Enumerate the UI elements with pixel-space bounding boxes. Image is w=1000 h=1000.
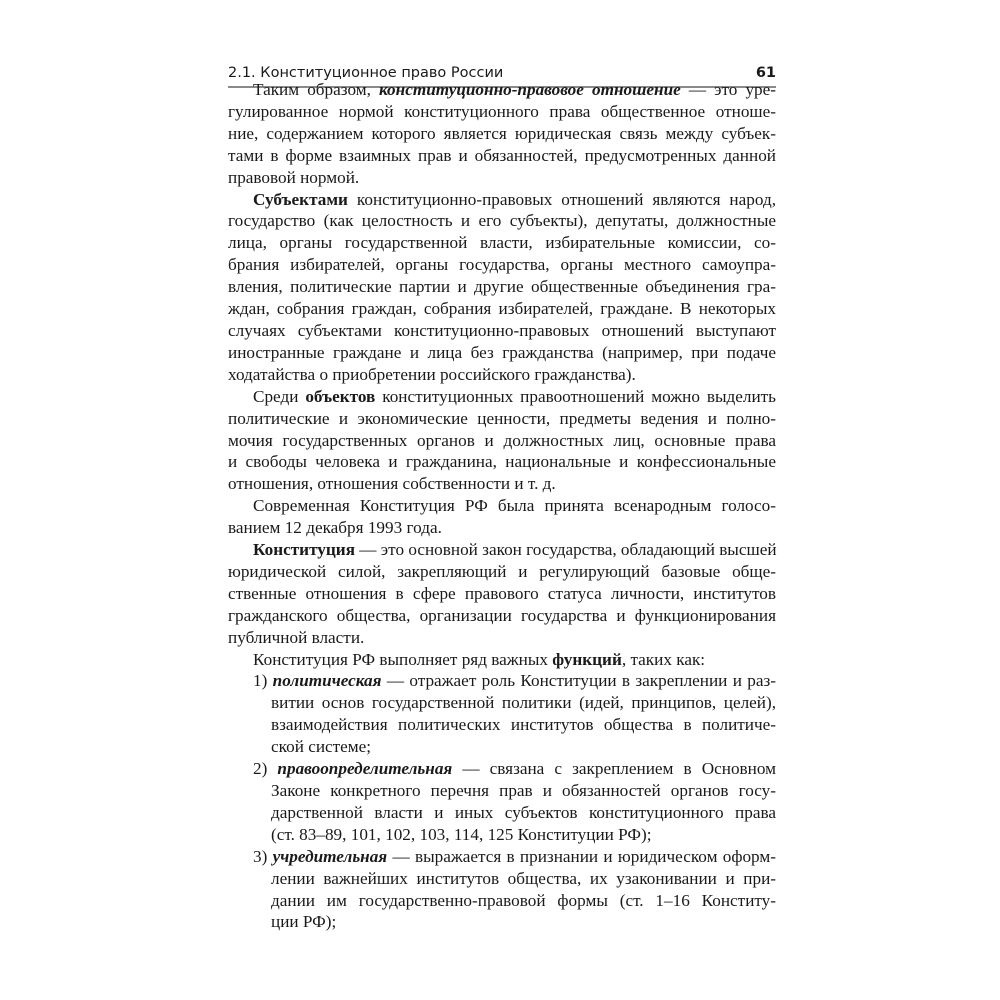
text-line [228, 495, 776, 517]
text-line [228, 298, 776, 320]
emphasized-term: функций [552, 649, 622, 669]
emphasized-term: конституционно-правовое отношение [379, 80, 681, 99]
text-run: — отражает роль Конституции в закреплении и раз- [381, 671, 776, 691]
text-run: политические и экономические ценности, предметы ведения и полно- [228, 408, 776, 428]
text-line [228, 911, 776, 933]
text-line [228, 846, 776, 868]
text-run: — связана с закреплением в Основном [452, 759, 777, 779]
text-run: ванием 12 декабря 1993 года. [228, 518, 442, 538]
text-run: Законе конкретного перечня прав и обязанностей органов госу- [271, 781, 776, 800]
list-item [228, 758, 776, 846]
emphasized-term: политическая [272, 671, 382, 691]
text-line [228, 342, 776, 364]
text-run: ской системе; [271, 737, 372, 757]
text-line [228, 517, 776, 539]
text-run: Современная Конституция РФ была принята всенародным голосо- [253, 496, 776, 516]
text-line [228, 320, 776, 342]
text-run: и свободы человека и гражданина, национальные и конфессиональные [228, 452, 776, 472]
text-run: дании им государственно-правовой формы (ст. 1–16 Конститу- [271, 890, 776, 910]
text-line [228, 364, 776, 386]
text-run: Таким образом, [253, 80, 379, 99]
emphasized-term: Субъектами [253, 189, 348, 209]
text-run: (ст. 83–89, 101, 102, 103, 114, 125 Конституции РФ); [271, 824, 652, 844]
text-run: государство (как целостность и его субъекты), депутаты, должностные [228, 211, 776, 231]
list-item [228, 670, 776, 758]
text-line [228, 451, 776, 473]
text-line [228, 189, 776, 211]
list-item [228, 846, 776, 934]
text-run: Среди [253, 386, 306, 406]
paragraph [228, 495, 776, 539]
text-line [228, 670, 776, 692]
text-line [228, 605, 776, 627]
text-run: витии основ государственной политики (идей, принципов, целей), [271, 693, 776, 713]
text-line [228, 408, 776, 430]
text-run: — это основной закон государства, обладающий высшей [355, 540, 777, 560]
text-run: гулированное нормой конституционного права общественное отноше- [228, 101, 776, 121]
text-line [228, 430, 776, 452]
text-run: лении важнейших институтов общества, их узаконивании и при- [271, 868, 776, 888]
text-line [228, 758, 776, 780]
paragraph [228, 79, 776, 189]
text-run: юридической силой, закрепляющий и регулирующий базовые обще- [228, 561, 776, 581]
text-line [228, 890, 776, 912]
text-line [228, 539, 776, 561]
text-line [228, 101, 776, 123]
text-line [228, 79, 776, 101]
text-run: 2) [253, 759, 278, 779]
text-line [228, 232, 776, 254]
page-number: 61 [755, 65, 776, 81]
text-line [228, 254, 776, 276]
text-line [228, 692, 776, 714]
text-run: 3) [253, 846, 273, 866]
text-run: взаимодействия политических институтов общества в политиче- [271, 715, 776, 735]
text-run: вления, политические партии и другие общественные объединения гра- [228, 277, 776, 297]
text-line [228, 868, 776, 890]
text-run: отношения, отношения собственности и т. д. [228, 474, 556, 494]
text-run: тами в форме взаимных прав и обязанностей, предусмотренных данной [228, 145, 776, 165]
text-line [228, 627, 776, 649]
text-run: конституционных правоотношений можно выделить [375, 386, 776, 406]
page-body-text [228, 79, 776, 933]
paragraph [228, 539, 776, 649]
text-line [228, 210, 776, 232]
text-line [228, 276, 776, 298]
emphasized-term: учредительная [272, 846, 388, 866]
text-line [228, 473, 776, 495]
paragraph [228, 649, 776, 671]
paragraph [228, 189, 776, 386]
text-run: 1) [253, 671, 273, 691]
text-run: Конституция РФ выполняет ряд важных [253, 649, 553, 669]
text-line [228, 780, 776, 802]
text-run: ние, содержанием которого является юридическая связь между субъек- [228, 123, 776, 143]
text-run: ходатайства о приобретении российского гражданства). [228, 364, 636, 384]
text-line [228, 167, 776, 189]
emphasized-term: Конституция [253, 540, 355, 560]
text-run: ции РФ); [271, 912, 337, 932]
text-run: публичной власти. [228, 627, 365, 647]
text-run: мочия государственных органов и должностных лиц, основные права [228, 430, 776, 450]
text-run: ждан, собрания граждан, собрания избирателей, граждане. В некоторых [228, 299, 776, 319]
text-line [228, 736, 776, 758]
text-run: иностранные граждане и лица без гражданства (например, при подаче [228, 342, 776, 362]
text-line [228, 123, 776, 145]
text-run: конституционно-правовых отношений являются народ, [347, 189, 776, 209]
text-run: случаях субъектами конституционно-правовых отношений выступают [228, 320, 776, 340]
text-run: ственные отношения в сфере правового статуса личности, институтов [228, 583, 776, 603]
chapter-title: 2.1. Конституционное право России [228, 65, 504, 81]
text-line [228, 561, 776, 583]
text-run: , таких как: [621, 649, 706, 669]
text-line [228, 583, 776, 605]
text-line [228, 824, 776, 846]
text-line [228, 145, 776, 167]
emphasized-term: правоопределительная [277, 759, 453, 779]
paragraph [228, 386, 776, 496]
text-run: брания избирателей, органы государства, органы местного самоупра- [228, 255, 776, 275]
text-run: гражданского общества, организации государства и функционирования [228, 605, 776, 625]
text-line [228, 802, 776, 824]
text-run: — это уре- [680, 80, 777, 99]
text-line [228, 386, 776, 408]
text-run: дарственной власти и иных субъектов конституционного права [271, 802, 776, 822]
text-run: лица, органы государственной власти, избирательные комиссии, со- [228, 233, 776, 253]
text-run: правовой нормой. [228, 167, 360, 187]
text-line [228, 714, 776, 736]
text-line [228, 649, 776, 671]
emphasized-term: объектов [305, 386, 376, 406]
text-run: — выражается в признании и юридическом оформ- [387, 846, 776, 866]
